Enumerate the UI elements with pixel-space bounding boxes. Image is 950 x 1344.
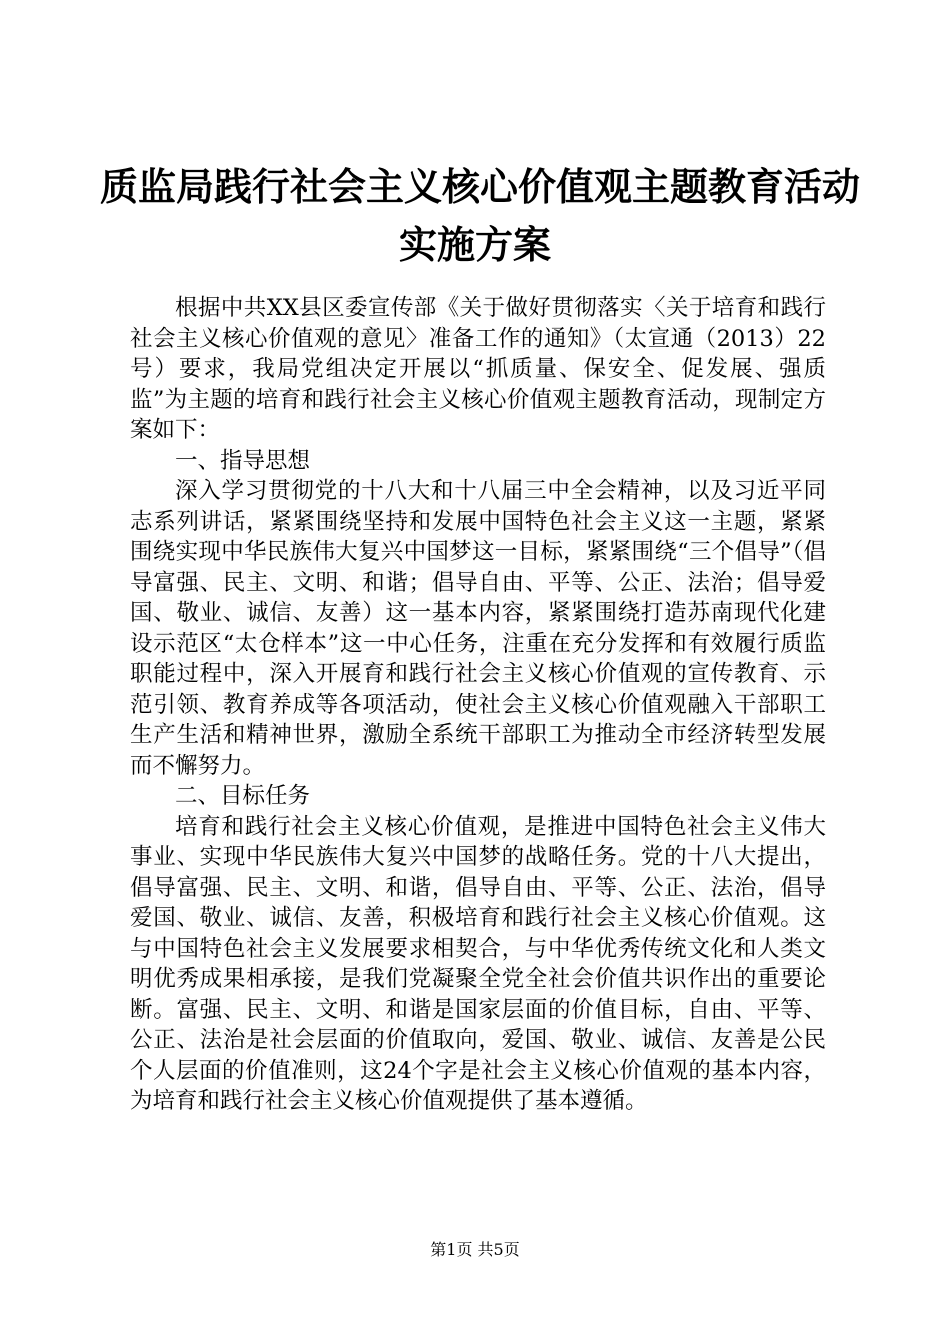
- page-footer: 第1页 共5页: [430, 1240, 520, 1259]
- intro-paragraph: 根据中共XX县区委宣传部《关于做好贯彻落实〈关于培育和践行社会主义核心价值观的意见〉准备工作的通知》（太宣通（2013）22号）要求，我局党组决定开展以“抓质量、保安全、促发展、强质监”为主题的培育和践行社会主义核心价值观主题教育活动，现制定方案如下：: [130, 295, 826, 443]
- document-title-line2: 实施方案: [398, 222, 551, 267]
- section1-paragraph: 深入学习贯彻党的十八大和十八届三中全会精神，以及习近平同志系列讲话，紧紧围绕坚持和发展中国特色社会主义这一主题，紧紧围绕实现中华民族伟大复兴中国梦这一目标，紧紧围绕“三个倡导”（倡导富强、民主、文明、和谐；倡导自由、平等、公正、法治；倡导爱国、敬业、诚信、友善）这一基本内容，紧紧围绕打造苏南现代化建设示范区“太仓样本”这一中心任务，注重在充分发挥和有效履行质监职能过程中，深入开展育和践行社会主义核心价值观的宣传教育、示范引领、教育养成等各项活动，使社会主义核心价值观融入干部职工生产生活和精神世界，激励全系统干部职工为推动全市经济转型发展而不懈努力。: [130, 478, 826, 779]
- document-body: [130, 293, 826, 1117]
- section1-heading: 一、指导思想: [175, 447, 311, 474]
- section2-heading: 二、目标任务: [175, 783, 311, 809]
- section2-paragraph: 培育和践行社会主义核心价值观，是推进中国特色社会主义伟大事业、实现中华民族伟大复兴中国梦的战略任务。党的十八大提出，倡导富强、民主、文明、和谐，倡导自由、平等、公正、法治，倡导爱国、敬业、诚信、友善，积极培育和践行社会主义核心价值观。这与中国特色社会主义发展要求相契合，与中华优秀传统文化和人类文明优秀成果相承接，是我们党凝聚全党全社会价值共识作出的重要论断。富强、民主、文明、和谐是国家层面的价值目标，自由、平等、公正、法治是社会层面的价值取向，爱国、敬业、诚信、友善是公民个人层面的价值准则，这24个字是社会主义核心价值观的基本内容，为培育和践行社会主义核心价值观提供了基本遵循。: [130, 813, 826, 1114]
- document-title-line1: 质监局践行社会主义核心价值观主题教育活动: [100, 164, 861, 209]
